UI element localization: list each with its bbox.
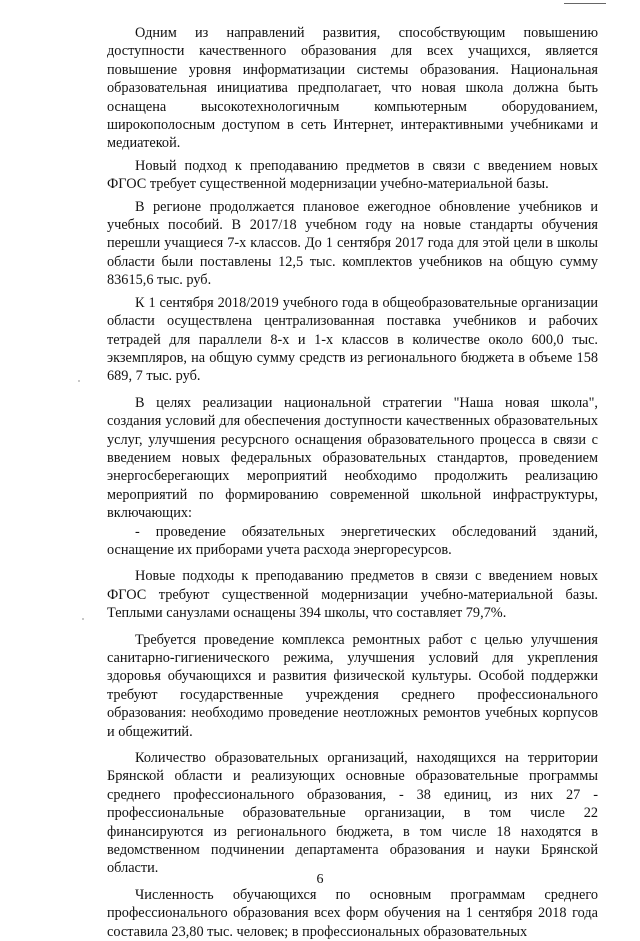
paragraph-warm-bathrooms: Новые подходы к преподаванию предметов в связи с введением новых ФГОС требуют существенной модернизации учебно-материальной базы. Теплыми санузлами оснащены 394 школы, что составляет 79,7%. — [107, 568, 598, 622]
page-number: 6 — [316, 872, 324, 887]
scan-speck — [78, 380, 80, 382]
paragraph-repairs: Требуется проведение комплекса ремонтных работ с целью улучшения санитарно-гигиенического режима, улучшения условий для укрепления здоровья обучающихся и развития физической культуры. Особой поддержки требуют государственные учреждения среднего профессионального образования: необходимо проведение неотложных ремонтов учебных корпусов и общежитий. — [107, 631, 598, 740]
paragraph-national-strategy: В целях реализации национальной стратегии "Наша новая школа", создания условий для обеспечения доступности качественных образовательных услуг, улучшения ресурсного оснащения образовательного процесса в связи с введением новых федеральных образовательных стандартов, проведением энергосберегающих мероприятий необходимо продолжить реализацию мероприятий по формированию современной школьной инфраструктуры, включающих: — [107, 394, 598, 522]
scan-speck — [82, 618, 84, 620]
paragraph-vocational-organizations: Количество образовательных организаций, находящихся на территории Брянской области и реализующих основные образовательные программы среднего профессионального образования, - 38 единиц, из них 27 - профессиональные образовательные организации, в том числе 22 финансируются из регионального бюджета, в том числе 18 находятся в ведомственном подчинении департамента образования и науки Брянской области. — [107, 750, 598, 877]
document-body — [107, 24, 598, 941]
paragraph-informatization: Одним из направлений развития, способствующим повышению доступности качественного образования для всех учащихся, является повышение уровня информатизации системы образования. Национальная образовательная инициатива предполагает, что новая школа должна быть оснащена высокотехнологичным компьютерным оборудованием, широкополосным доступом в сеть Интернет, интерактивными учебниками и медиатекой. — [107, 25, 598, 152]
top-scan-rule — [564, 3, 606, 4]
paragraph-fgos-approach: Новый подход к преподаванию предметов в связи с введением новых ФГОС требует существенной модернизации учебно-материальной базы. — [107, 157, 598, 193]
paragraph-textbook-renewal: В регионе продолжается плановое ежегодное обновление учебников и учебных пособий. В 2017/18 учебном году на новые стандарты обучения перешли учащиеся 7-х классов. До 1 сентября 2017 года для этой цели в школы области были поставлены 12,5 тыс. комплектов учебников на общую сумму 83615,6 тыс. руб. — [107, 198, 598, 289]
bullet-energy-audits: - проведение обязательных энергетических обследований зданий, оснащение их приборами учета расхода энергоресурсов. — [107, 523, 598, 558]
paragraph-textbook-delivery: К 1 сентября 2018/2019 учебного года в общеобразовательные организации области осуществлена централизованная поставка учебников и рабочих тетрадей для параллели 8-х и 1-х классов в количестве около 600,0 тыс. экземпляров, на общую сумму средств из регионального бюджета в объеме 158 689, 7 тыс. руб. — [107, 294, 598, 385]
paragraph-student-count: Численность обучающихся по основным программам среднего профессионального образования всех форм обучения на 1 сентября 2018 года составила 23,80 тыс. человек; в профессиональных образовательных — [107, 886, 598, 940]
